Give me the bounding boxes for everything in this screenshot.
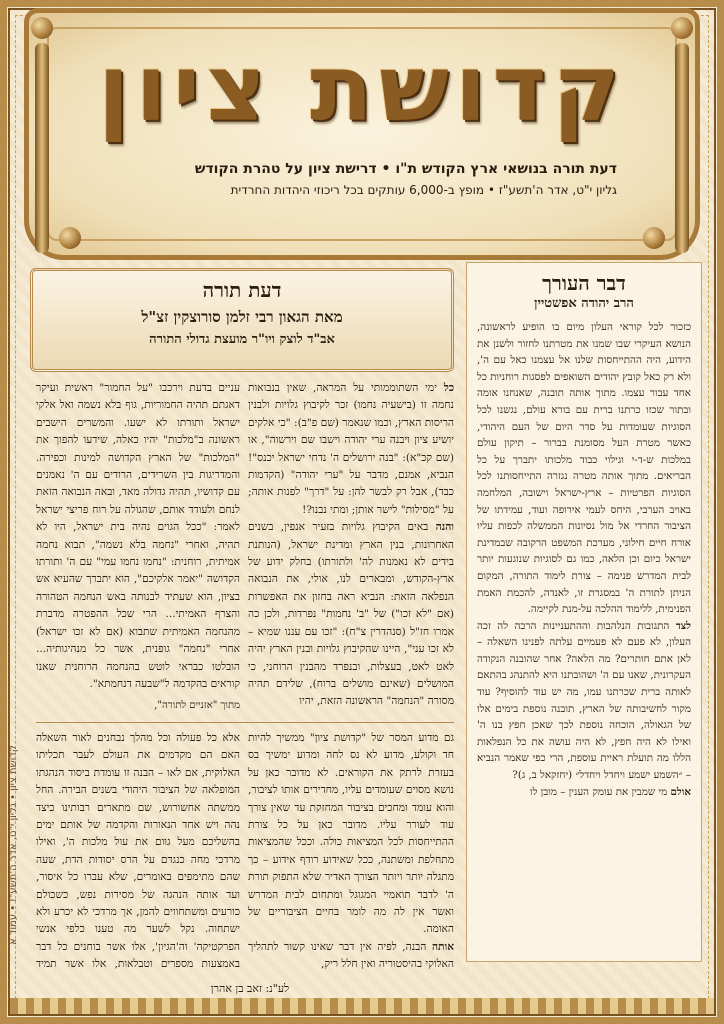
daat-torah-header (30, 268, 454, 372)
editorial-column-center (248, 730, 454, 976)
page-sidebar: קדושת ציון • גליון י"ט, אדר ה'תשע"ז • עמוד א (8, 745, 19, 945)
editor-paragraph: התגובות הנלהבות וההתעניינות הרבה לה זכה העלון, לא פעם לא פעמיים עלתה לפנינו השאלה – לאן אתם חותרים? מה הלאה? אחר שהובנה הנקודה העקרונית, שאנו עם ה' ושהובתנו היא להתנהג בהתאם לאותה ברית שכרתנו עמו, מה יש עוד להוסיף? עוד מקור לחשיבותה של הארץ, תובנה נוספת בימים אלו של הגאולה, הוכחה נוספת לכך שאכן חפץ בנו ה' ואילו לא היה חפץ, לא היה עושה את כל הנפלאות הללו מה תועלת ראיית עוספת, הרי כפי שאמר הנביא – ״השמע ישמע ויחדל ויחדל״ (יחזקאל ב, ג)? (477, 619, 691, 782)
article-paragraph: עניים בדעת וירכבו "על החמור" ראשית ועיקר דאגתם תהיה החמוריות, גוף בלא נשמה ואל אלקי ישראל ותורתו לא ישעו. והמשרים הישבים ראשונה ב"מלכות" יהיו כאלה, שידעו להפוך את "המלכות" של הארץ הקדושה למינות וכפירה. והמדריגות בין השרידים, הרודים עם ה' נאמנים עם קדושיו, תהיה גדולה מאד, ובאה הנבואה הזאת לנחם ולעודד אותם, שהגולה על רוח פריצי ישראל לאמר: "ככל הגוים נהיה בית ישראל, היו לא תהיה, ואחרי "נחמה בלא נשמה", תבוא נחמה אמיתית, רוחנית: "נחמו נחמו עמי" עם ה' ותורתו הקדושה "יאמר אלקיכם", הוא יתברך שהעיא אש בציון, הוא שעתיד לבנותה באש הנחמה הטהורה והצרף האמיתי... הרי שכל ההפטרה מדברת מהנחמה האמיתית שתבוא (אם לא זכו ישראל) אחרי "נחמה" גופנית, אשר כל מנהיגותיה... הובלטו כבראי לוטש בהנחמה הרוחנית שאנו קוראים בהקדמה ל"שבעה דנחמתא". (36, 382, 240, 690)
memorial-dedication: לע"נ: זאב בן אהרן (210, 982, 290, 995)
corner-ornament (59, 227, 81, 249)
lead-word: והנה (435, 521, 454, 534)
corner-ornament (671, 17, 693, 39)
article-column-left (36, 380, 240, 716)
editor-author: הרב יהודה אפשטיין (534, 296, 634, 311)
lead-word: אותה (431, 940, 454, 953)
sidebar-title: קדושת ציון (8, 745, 19, 791)
lead-word: כל (443, 382, 454, 394)
masthead-subtitle: דעת תורה בנושאי ארץ הקודש ת"ו • דרישת ציון על טהרת הקודש (194, 161, 617, 177)
article-column-center (248, 380, 454, 716)
lead-word: לצד (675, 619, 691, 632)
article-paragraph: ימי השתוממותי על המראה, שאין בנבואות נחמה זו (בישעיה נחמו) זכר לקיבוץ גלויות ולבנין הריסות הארץ, וכמו שנאמר (שם פ"ב): "כי אלקים יושיע ציון ויבנה ערי יהודה וישבו שם וירשוה", או (שם קכ"א): "בנה ירושלים ה' נדחי ישראל יכנס"! הנביא, אמנם, מדבר על "ערי יהודה" (הקדמות כבד), אבל רק לבשר להן: על "דרך" לפנות אותה; על "מסילות" לישר אותן; ומתי נבנו?! (248, 382, 454, 516)
lead-word: אולם (670, 785, 691, 798)
right-pillar-ornament (675, 43, 689, 253)
article-paragraph: אלא כל פעולה וכל מהלך נבחנים לאור השאלה האם הם מקדמים את העולם לעבר תכליתו האלוקית, אם לאו – הבנה זו עומדת ביסוד הנהגתו המופלאה של הציבור היהודי בשנים הבירה. החל ממשתה אחשורוש, שם מתארים רבותינו כיצד נהה ויש אחד הנאורות והקדמה של אותם ימים בהשליכם מעל גוום את עול מלכות ה', ואילו מרדכי מחה כנגדם על הרס יסודות הדת, שעה שהם מתימפים באומרים, שלא עברו כל איסור, ועד אותה הנהגה של מסירות נפש, כשכולם כורעים ומשתחווים להמן, אך מרדכי לא יכרע ולא ישתחוה. נקל לשער מה טענו כלפי אנשי הפרקטיקה' וה'הגיון', אלו אשר בוחנים כל דבר באמצעות מספרים וטבלאות, אלו אשר תמיד (36, 732, 240, 971)
corner-ornament (643, 227, 665, 249)
editor-heading: דבר העורך (542, 271, 626, 295)
newspaper-title: קדושת ציון (97, 35, 627, 142)
sidebar-page-number: עמוד א (8, 913, 19, 945)
left-pillar-ornament (35, 43, 49, 253)
daat-author-role: אב"ד לוצק ויו"ר מועצת גדולי התורה (149, 332, 335, 347)
masthead (24, 8, 700, 260)
editor-paragraph: מי שמבין את עומק הענין – מובן לו (529, 785, 671, 798)
sidebar-issue: גליון י"ט, אדר ה'תשע"ז (8, 803, 19, 902)
editor-column (466, 262, 702, 962)
daat-author: מאת הגאון רבי זלמן סורוצקין זצ"ל (141, 308, 343, 326)
editor-paragraph: כזכור לכל קוראי העלון מיום בו הופיע לראשונה, הנושא העיקרי שבו שמנו את מטרתנו לחזור ולשנן את הידוע, היה ההתייחסות שלנו אל עצמנו כאל עם ה', ולא רק כאל קובץ יהודים השואפים לפסגות רוחניות כל אחד עבור עצמו. מתוך אותה תובנה, שאנחנו אומה ובתור שכזו כרתנו ברית עם בורא עולם, נגשנו לכל הסוגיות שעומדות על סדר היום של העם היהודי, כאשר מטרת העל מסומנת בברור – תיקון עולם במלכות ש-ד-י וגילוי כבוד מלכותו יתברך על כל הבריאים. מתוך אותה מטרה נגזרה התייחסותנו לכל הסוגיות הפרטיות – ארץ-ישראל וישובה, המלחמה באויב הערבי, היחס לעמי אירופה ועוד, עמידתו של הציבור החרדי אל מול נסיונות הממשלה לכפות עליו אורח חיים חילוני, מערכת המשפט הרקובה שבמדינת ישראל כיום וכן הלאה, כמו גם לסוגיות שנוגעות יותר לבית המדרש פנימה – צורת לימוד התורה, המקום הניתן לתורת ה' במסגרת זו, לאנדה, להכמת האמת הפנימית, ללימוד ההלכה על-מנת לקיימה. (477, 321, 691, 616)
article-paragraph: גם מדוע המסר של "קדושת ציון" ממשיך להיות חד וקולע, מדוע לא נס לחה ומדוע ימשיך בס בעזרת לרתק את הקוראים. לא מדובר כאן על נושא מסוים שעומדים עליו, מחדירים אותו לציבור, והוא עומד ומחכים בציבור המחזקת עד שאין צורך עוד לעורר עליו. מדובר כאן על כל צורת ההתייחסות לכל המציאות כולה. וככל שהמציאות מתחלפת ומשתנה, ככל שאידוע רודף אידוע – כך מתגלה יותר ויותר הצורך האדיר שלא התפוק תורת ה' לדבר תואמיי המגוגל ומתחום לבית המדרש ואשר אין לה מה לומר בחיים הציבוריים של האומה. (248, 732, 454, 936)
section-divider (36, 722, 454, 723)
daat-heading: דעת תורה (202, 278, 282, 302)
editorial-column-left (36, 730, 240, 976)
masthead-issue-info: גליון י"ט, אדר ה'תשע"ז • מופץ ב-6,000 עותקים בכל ריכוזי היהדות החרדית (230, 183, 617, 197)
source-citation: מתוך "אזניים לתורה", (154, 700, 240, 712)
article-paragraph: באים הקיבוץ גלויות בזעיר אנפין, בשנים האחרונות, בנין הארץ ומדינת ישראל, (הנותנת בידים לא נאמנות לה' ולתורתו) בחלק ידוע של ארץ-הקודש, ומבארים לנו, אולי, את הנבואה הנפלאה הזאת: הנביא ראה בחזון את האפשרות (אם "לא זכו") של "ב' נחמות" נפרדות, ולכן כה אמרו חז"ל (סנהדרין צ"ח): "זכו עם עננו שמיא – לא זכו עני", היינו שהקיבוץ גלויות ובנין הארץ יהיה לאט לאט, בעצלות, ובנפרד מהבנין הרוחני, כי המושלים (שאינם מושלים ברוח), שלידם תהיה מסורה "הנחמה" הראשונה הזאת, יהיו (248, 521, 454, 708)
corner-ornament (31, 17, 53, 39)
footer-ornament-band (10, 998, 714, 1014)
article-paragraph: הבנה, לפיה אין דבר שאינו קשור לתהליך האלוקי בהיסטוריה ואין חלל ריק, (248, 940, 454, 971)
